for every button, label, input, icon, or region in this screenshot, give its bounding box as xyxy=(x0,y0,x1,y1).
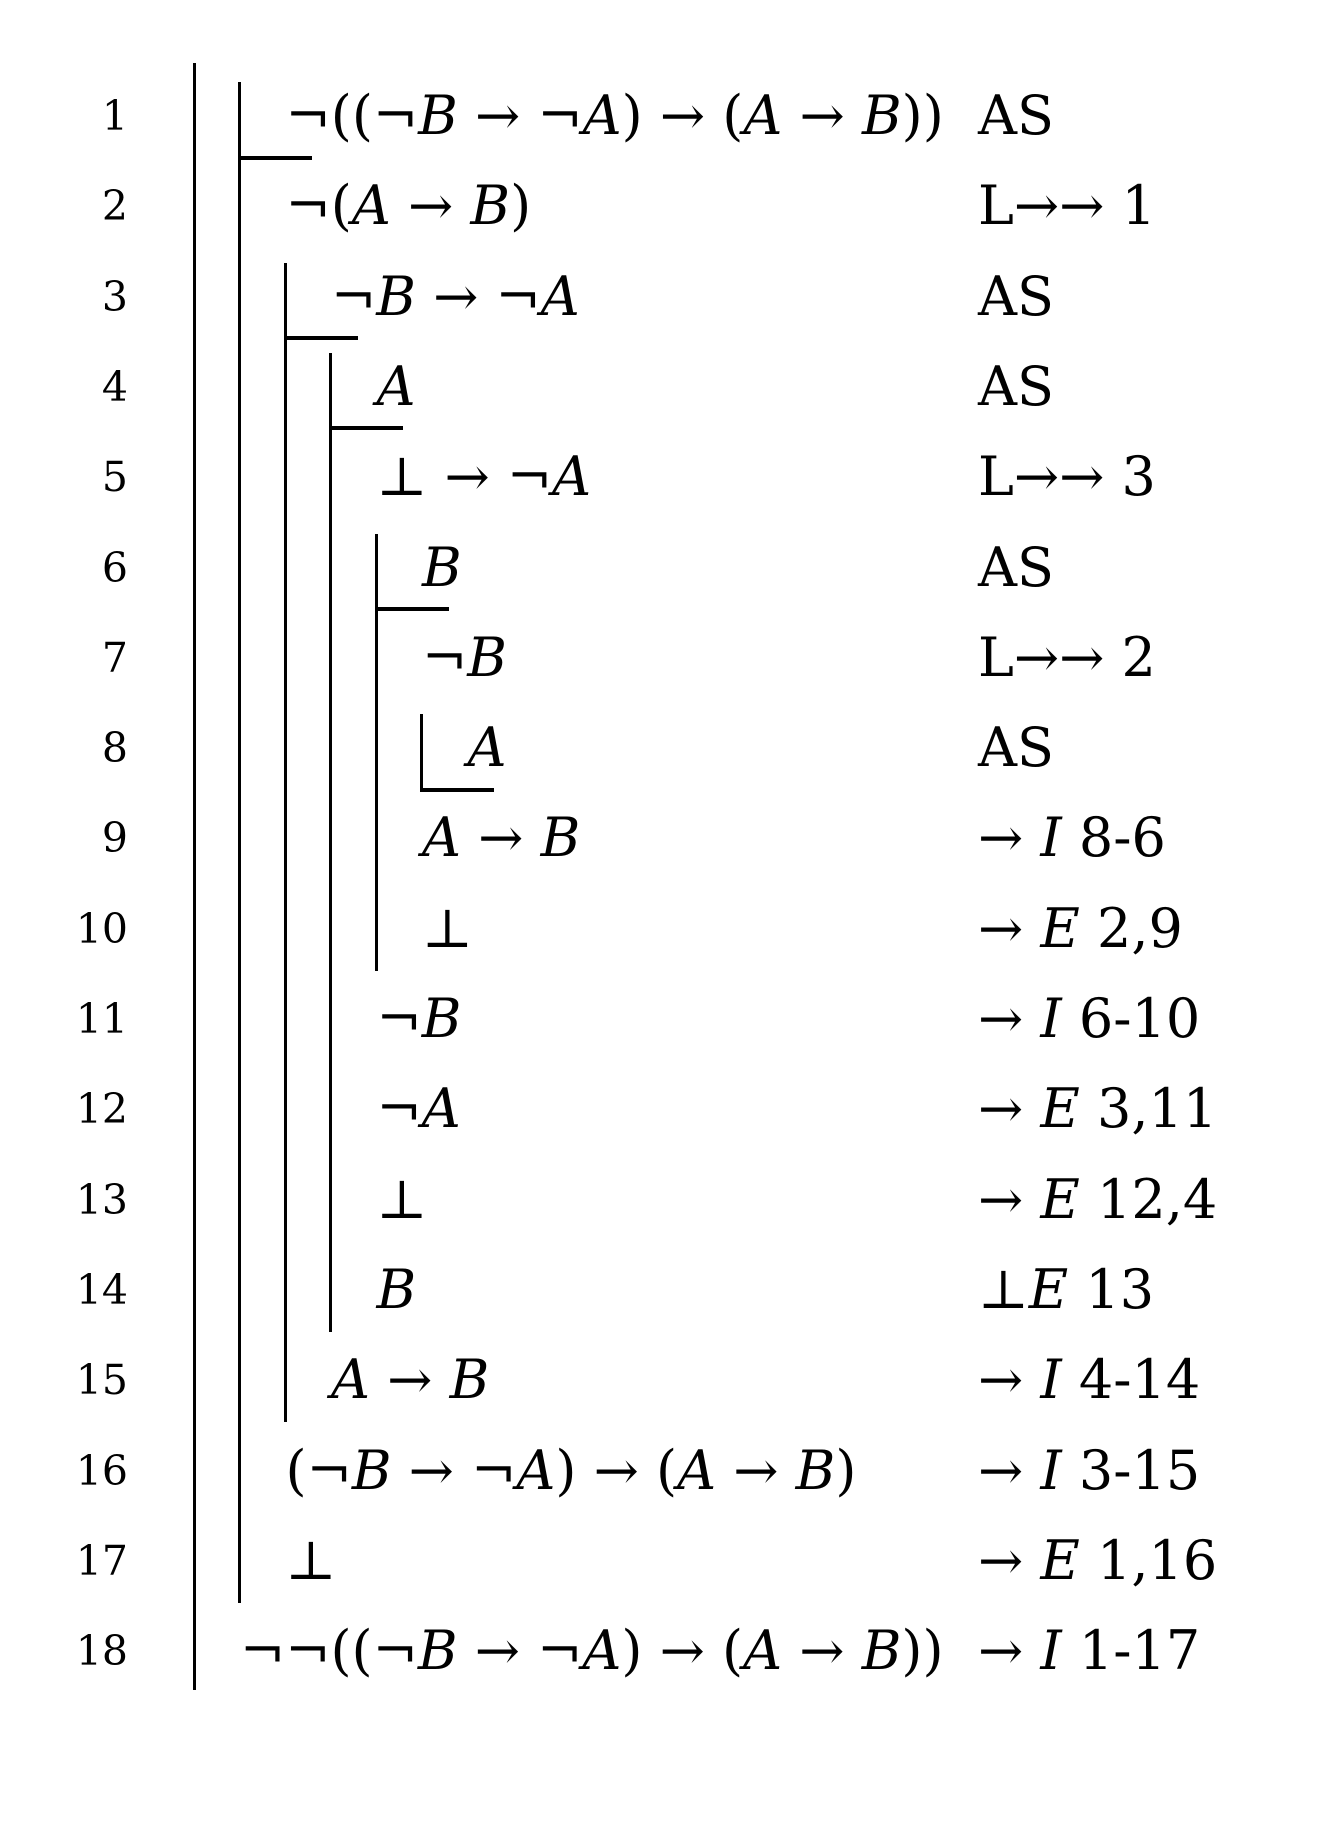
subproof-line-depth-2 xyxy=(238,82,241,1603)
formula: A → B xyxy=(331,1348,490,1412)
line-number: 6 xyxy=(101,543,128,592)
formula: (¬B → ¬A) → (A → B) xyxy=(285,1438,857,1502)
line-number: 18 xyxy=(75,1627,128,1676)
line-number: 5 xyxy=(101,453,128,502)
formula: ¬A xyxy=(376,1077,461,1141)
formula: ¬B xyxy=(422,625,507,689)
justification: → I 8-6 xyxy=(978,806,1166,870)
line-number: 4 xyxy=(101,362,128,411)
formula: ¬B xyxy=(376,987,462,1050)
justification: AS xyxy=(978,535,1054,599)
line-number: 17 xyxy=(75,1536,128,1585)
justification: → I 4-14 xyxy=(978,1348,1201,1412)
formula: A xyxy=(467,716,507,780)
justification: L→→ 1 xyxy=(978,174,1156,238)
formula: ⊥ → ¬A xyxy=(376,445,592,509)
formula: ⊥ xyxy=(285,1528,337,1592)
line-number: 7 xyxy=(101,633,128,682)
formula: ¬((¬B → ¬A) → (A → B)) xyxy=(285,84,944,147)
line-number: 14 xyxy=(75,1265,128,1314)
line-number: 2 xyxy=(101,182,128,231)
subproof-line-depth-4 xyxy=(329,353,332,1332)
justification: → E 2,9 xyxy=(978,896,1183,960)
formula: A → B xyxy=(422,806,581,870)
line-number: 3 xyxy=(101,272,128,321)
formula: ⊥ xyxy=(376,1167,428,1231)
formula: ¬B → ¬A xyxy=(331,264,580,328)
formula: ⊥ xyxy=(422,896,473,960)
justification: AS xyxy=(978,264,1054,328)
line-number: 11 xyxy=(75,995,128,1043)
formula: A xyxy=(376,354,416,418)
formula: B xyxy=(422,535,462,599)
justification: L→→ 3 xyxy=(978,445,1156,509)
justification: AS xyxy=(978,716,1054,780)
subproof-line-depth-3 xyxy=(284,263,287,1423)
formula: ¬¬((¬B → ¬A) → (A → B)) xyxy=(240,1619,944,1683)
main-proof-line xyxy=(193,63,196,1690)
justification: → E 3,11 xyxy=(978,1077,1218,1141)
formula: ¬(A → B) xyxy=(285,174,532,238)
line-number: 12 xyxy=(75,1085,128,1134)
justification: → I 3-15 xyxy=(978,1438,1201,1502)
justification: ⊥E 13 xyxy=(978,1257,1155,1321)
subproof-line-depth-6 xyxy=(420,714,423,790)
line-number: 9 xyxy=(101,814,128,863)
formula: B xyxy=(376,1257,417,1321)
justification: AS xyxy=(978,354,1054,418)
line-number: 16 xyxy=(75,1446,128,1495)
justification: → E 1,16 xyxy=(978,1528,1218,1592)
line-number: 10 xyxy=(75,904,128,953)
line-number: 13 xyxy=(75,1175,128,1224)
justification: AS xyxy=(978,84,1054,147)
line-number: 15 xyxy=(75,1356,128,1405)
line-number: 8 xyxy=(101,724,128,773)
justification: → E 12,4 xyxy=(978,1167,1218,1231)
line-number: 1 xyxy=(101,92,128,140)
justification: → I 6-10 xyxy=(978,987,1201,1050)
subproof-line-depth-5 xyxy=(375,534,378,971)
justification: L→→ 2 xyxy=(978,625,1156,689)
justification: → I 1-17 xyxy=(978,1619,1201,1683)
